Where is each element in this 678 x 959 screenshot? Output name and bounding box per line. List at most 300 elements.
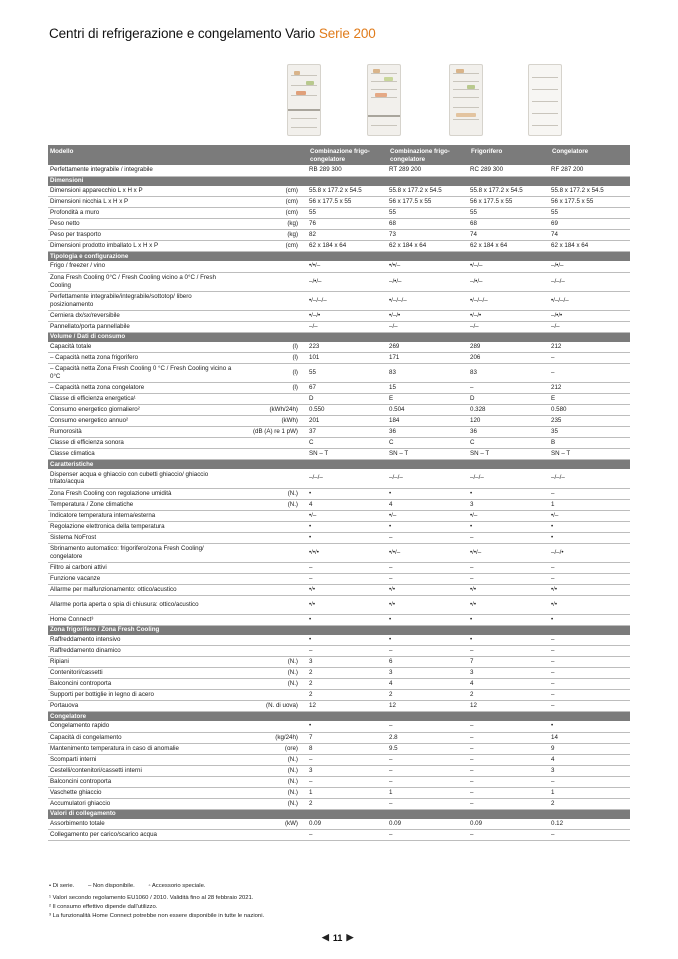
row-label: Indicatore temperatura interna/esterna bbox=[48, 510, 236, 521]
row-unit bbox=[236, 438, 308, 449]
row-unit bbox=[236, 584, 308, 595]
row-label: Portauova bbox=[48, 701, 236, 712]
row-label: Funzione vacanze bbox=[48, 573, 236, 584]
table-cell: 4 bbox=[308, 499, 388, 510]
table-cell: 55 bbox=[388, 208, 469, 219]
table-cell: • bbox=[388, 635, 469, 646]
row-unit: (kg/24h) bbox=[236, 732, 308, 743]
table-cell: •/• bbox=[388, 584, 469, 595]
table-cell: • bbox=[388, 488, 469, 499]
column-header: Modello bbox=[48, 145, 308, 165]
table-row bbox=[48, 241, 630, 252]
table-row bbox=[48, 690, 630, 701]
legend-not-available: – Non disponibile. bbox=[87, 883, 135, 889]
table-cell: – bbox=[550, 488, 630, 499]
row-unit bbox=[236, 573, 308, 584]
table-cell: 4 bbox=[388, 499, 469, 510]
product-image-freezer bbox=[528, 64, 562, 136]
table-cell: 68 bbox=[469, 219, 550, 230]
column-header: Congelatore bbox=[550, 145, 630, 165]
row-unit: (cm) bbox=[236, 241, 308, 252]
table-row bbox=[48, 394, 630, 405]
footnote-1: ¹ Valori secondo regolamento EU1060 / 2010. Validità fino al 28 febbraio 2021. bbox=[49, 894, 254, 901]
table-cell: 55 bbox=[469, 208, 550, 219]
section-header bbox=[48, 460, 630, 470]
table-cell: – bbox=[308, 776, 388, 787]
legend bbox=[49, 882, 264, 891]
row-label: Congelamento rapido bbox=[48, 721, 236, 732]
row-label: Supporti per bottiglie in legno di acero bbox=[48, 690, 236, 701]
row-label: Balconcini controporta bbox=[48, 679, 236, 690]
table-cell: • bbox=[550, 614, 630, 625]
footnote-2: ² Il consumo effettivo dipende dall'utilizzo. bbox=[49, 903, 158, 910]
table-cell: •/– bbox=[308, 510, 388, 521]
table-row bbox=[48, 657, 630, 668]
row-unit: (N.) bbox=[236, 488, 308, 499]
table-cell: •/–/• bbox=[388, 310, 469, 321]
table-row bbox=[48, 532, 630, 543]
row-label: Dimensioni apparecchio L x H x P bbox=[48, 186, 236, 197]
table-cell: •/•/– bbox=[469, 543, 550, 562]
row-unit: (N. di uova) bbox=[236, 701, 308, 712]
table-cell: 35 bbox=[550, 427, 630, 438]
table-row bbox=[48, 321, 630, 332]
row-unit bbox=[236, 165, 308, 176]
table-cell: • bbox=[308, 532, 388, 543]
table-cell: 2 bbox=[388, 690, 469, 701]
table-cell: D bbox=[308, 394, 388, 405]
row-label: Contenitori/cassetti bbox=[48, 668, 236, 679]
row-unit: (l) bbox=[236, 342, 308, 353]
table-cell: 69 bbox=[550, 219, 630, 230]
table-row bbox=[48, 272, 630, 291]
table-cell: •/–/–/– bbox=[388, 291, 469, 310]
table-row bbox=[48, 701, 630, 712]
row-label: Rumorosità bbox=[48, 427, 236, 438]
table-cell: –/– bbox=[469, 321, 550, 332]
table-row bbox=[48, 310, 630, 321]
previous-page-icon[interactable]: ◀ bbox=[322, 932, 329, 942]
table-cell: 0.580 bbox=[550, 405, 630, 416]
table-cell: 55.8 x 177.2 x 54.5 bbox=[308, 186, 388, 197]
table-cell: 2.8 bbox=[388, 732, 469, 743]
row-label: Raffreddamento dinamico bbox=[48, 646, 236, 657]
table-row bbox=[48, 819, 630, 830]
row-unit bbox=[236, 261, 308, 272]
row-label: Zona Fresh Cooling 0°C / Fresh Cooling vicino a 0°C / Fresh Cooling bbox=[48, 272, 236, 291]
table-cell: 55 bbox=[550, 208, 630, 219]
row-unit bbox=[236, 449, 308, 460]
table-cell: • bbox=[550, 521, 630, 532]
table-cell: 289 bbox=[469, 342, 550, 353]
table-row bbox=[48, 595, 630, 614]
table-cell: 223 bbox=[308, 342, 388, 353]
product-image-fridge bbox=[449, 64, 483, 136]
table-row bbox=[48, 721, 630, 732]
table-cell: • bbox=[550, 532, 630, 543]
table-cell: –/•/– bbox=[469, 272, 550, 291]
section-title: Congelatore bbox=[48, 712, 630, 722]
table-row bbox=[48, 798, 630, 809]
table-cell: – bbox=[469, 562, 550, 573]
section-header bbox=[48, 625, 630, 635]
table-cell: RC 289 300 bbox=[469, 165, 550, 176]
row-unit bbox=[236, 321, 308, 332]
row-unit bbox=[236, 469, 308, 488]
table-row bbox=[48, 438, 630, 449]
row-label: Collegamento per carico/scarico acqua bbox=[48, 830, 236, 841]
section-title: Volume / Dati di consumo bbox=[48, 332, 630, 342]
row-label: Frigo / freezer / vino bbox=[48, 261, 236, 272]
table-cell: • bbox=[388, 614, 469, 625]
table-cell: 68 bbox=[388, 219, 469, 230]
section-header bbox=[48, 332, 630, 342]
table-cell: – bbox=[469, 798, 550, 809]
series-title: Serie 200 bbox=[318, 26, 376, 41]
table-cell: 37 bbox=[308, 427, 388, 438]
table-cell: 12 bbox=[388, 701, 469, 712]
table-cell: 1 bbox=[550, 499, 630, 510]
row-label: Cerniera dx/sx/reversibile bbox=[48, 310, 236, 321]
table-cell: • bbox=[308, 488, 388, 499]
table-cell: –/•/• bbox=[550, 310, 630, 321]
legend-accessory: ◦ Accessorio speciale. bbox=[148, 883, 206, 889]
row-unit: (N.) bbox=[236, 798, 308, 809]
table-cell: – bbox=[550, 635, 630, 646]
row-label: Assorbimento totale bbox=[48, 819, 236, 830]
footnotes bbox=[49, 882, 264, 920]
table-row bbox=[48, 679, 630, 690]
table-row bbox=[48, 469, 630, 488]
table-row bbox=[48, 261, 630, 272]
table-cell: – bbox=[388, 573, 469, 584]
table-cell: 3 bbox=[308, 765, 388, 776]
row-label: Dimensioni prodotto imballato L x H x P bbox=[48, 241, 236, 252]
table-cell: 0.09 bbox=[469, 819, 550, 830]
table-row bbox=[48, 219, 630, 230]
table-cell: •/•/• bbox=[308, 543, 388, 562]
table-cell: 2 bbox=[308, 668, 388, 679]
table-cell: • bbox=[388, 521, 469, 532]
table-cell: –/•/– bbox=[308, 272, 388, 291]
table-cell: –/–/– bbox=[550, 469, 630, 488]
table-cell: – bbox=[308, 562, 388, 573]
table-cell: –/•/– bbox=[388, 272, 469, 291]
table-cell: 2 bbox=[469, 690, 550, 701]
spec-table bbox=[48, 145, 630, 841]
row-label: Zona Fresh Cooling con regolazione umidità bbox=[48, 488, 236, 499]
table-cell: – bbox=[388, 532, 469, 543]
table-row bbox=[48, 743, 630, 754]
table-cell: 3 bbox=[469, 668, 550, 679]
table-row bbox=[48, 488, 630, 499]
table-cell: 269 bbox=[388, 342, 469, 353]
table-cell: 206 bbox=[469, 353, 550, 364]
table-cell: 67 bbox=[308, 383, 388, 394]
row-unit: (N.) bbox=[236, 668, 308, 679]
row-unit bbox=[236, 272, 308, 291]
table-cell: 55.8 x 177.2 x 54.5 bbox=[550, 186, 630, 197]
table-row bbox=[48, 562, 630, 573]
section-title: Valori di collegamento bbox=[48, 809, 630, 819]
row-label: Capacità totale bbox=[48, 342, 236, 353]
table-cell: –/•/– bbox=[550, 261, 630, 272]
table-cell: •/• bbox=[308, 584, 388, 595]
table-cell: – bbox=[550, 657, 630, 668]
table-cell: 15 bbox=[388, 383, 469, 394]
table-cell: 4 bbox=[469, 679, 550, 690]
table-cell: – bbox=[469, 743, 550, 754]
table-cell: •/• bbox=[469, 595, 550, 614]
table-cell: – bbox=[388, 830, 469, 841]
column-header: Combinazione frigo-congelatore bbox=[308, 145, 388, 165]
table-cell: 9 bbox=[550, 743, 630, 754]
table-cell: – bbox=[550, 668, 630, 679]
table-cell: C bbox=[388, 438, 469, 449]
page-number: 11 bbox=[332, 932, 343, 943]
pagination bbox=[322, 932, 353, 943]
table-cell: – bbox=[550, 573, 630, 584]
table-cell: SN – T bbox=[550, 449, 630, 460]
table-cell: • bbox=[550, 721, 630, 732]
row-unit bbox=[236, 310, 308, 321]
table-cell: SN – T bbox=[308, 449, 388, 460]
row-label: Sistema NoFrost bbox=[48, 532, 236, 543]
section-title: Caratteristiche bbox=[48, 460, 630, 470]
row-label: Sbrinamento automatico: frigorifero/zona Fresh Cooling/ congelatore bbox=[48, 543, 236, 562]
table-cell: – bbox=[469, 573, 550, 584]
table-cell: – bbox=[550, 690, 630, 701]
table-cell: 1 bbox=[308, 787, 388, 798]
row-unit bbox=[236, 721, 308, 732]
row-unit bbox=[236, 646, 308, 657]
section-header bbox=[48, 712, 630, 722]
section-header bbox=[48, 176, 630, 186]
table-cell: 36 bbox=[469, 427, 550, 438]
row-label: Classe di efficienza energetica¹ bbox=[48, 394, 236, 405]
table-cell: 120 bbox=[469, 416, 550, 427]
table-cell: –/– bbox=[308, 321, 388, 332]
table-cell: E bbox=[550, 394, 630, 405]
table-cell: 36 bbox=[388, 427, 469, 438]
table-row bbox=[48, 186, 630, 197]
table-cell: •/–/–/– bbox=[308, 291, 388, 310]
table-cell: 56 x 177.5 x 55 bbox=[469, 197, 550, 208]
table-cell: 3 bbox=[388, 668, 469, 679]
page-title: Centri di refrigerazione e congelamento Vario Serie 200 bbox=[49, 26, 376, 41]
legend-standard: • Di serie. bbox=[49, 883, 75, 889]
table-cell: 7 bbox=[308, 732, 388, 743]
product-image-fridge-freezer-1 bbox=[287, 64, 321, 136]
row-label: Perfettamente integrabile / integrabile bbox=[48, 165, 236, 176]
table-cell: – bbox=[550, 646, 630, 657]
table-cell: 3 bbox=[550, 765, 630, 776]
table-cell: 4 bbox=[388, 679, 469, 690]
table-cell: • bbox=[469, 614, 550, 625]
table-cell: 9.5 bbox=[388, 743, 469, 754]
table-cell: – bbox=[388, 562, 469, 573]
table-cell: 0.504 bbox=[388, 405, 469, 416]
row-label: Dispenser acqua e ghiaccio con cubetti ghiaccio/ ghiaccio tritato/acqua bbox=[48, 469, 236, 488]
row-unit bbox=[236, 291, 308, 310]
next-page-icon[interactable]: ▶ bbox=[346, 932, 354, 942]
table-cell: – bbox=[388, 765, 469, 776]
row-label: Pannellato/porta pannellabile bbox=[48, 321, 236, 332]
row-label: Ripiani bbox=[48, 657, 236, 668]
section-header bbox=[48, 809, 630, 819]
table-cell: • bbox=[469, 635, 550, 646]
table-row bbox=[48, 197, 630, 208]
row-unit: (N.) bbox=[236, 754, 308, 765]
table-cell: 74 bbox=[469, 230, 550, 241]
row-label: Classe climatica bbox=[48, 449, 236, 460]
row-label: Peso per trasporto bbox=[48, 230, 236, 241]
table-cell: – bbox=[388, 776, 469, 787]
table-cell: • bbox=[308, 614, 388, 625]
table-row bbox=[48, 364, 630, 383]
table-cell: –/–/– bbox=[469, 469, 550, 488]
table-cell: •/• bbox=[550, 584, 630, 595]
table-cell: – bbox=[469, 754, 550, 765]
table-cell: 12 bbox=[469, 701, 550, 712]
table-cell: RT 289 200 bbox=[388, 165, 469, 176]
table-cell: •/– bbox=[388, 510, 469, 521]
table-cell: 0.12 bbox=[550, 819, 630, 830]
table-row bbox=[48, 584, 630, 595]
row-unit: (kWh) bbox=[236, 416, 308, 427]
table-cell: 6 bbox=[388, 657, 469, 668]
row-label: Home Connect³ bbox=[48, 614, 236, 625]
table-row bbox=[48, 543, 630, 562]
table-cell: 83 bbox=[469, 364, 550, 383]
table-cell: •/–/• bbox=[308, 310, 388, 321]
table-cell: – bbox=[550, 830, 630, 841]
footnote-3: ³ La funzionalità Home Connect potrebbe non essere disponibile in tutte le nazioni. bbox=[49, 912, 265, 919]
table-cell: •/– bbox=[550, 510, 630, 521]
column-header: Combinazione frigo-congelatore bbox=[388, 145, 469, 165]
row-label: – Capacità netta zona congelatore bbox=[48, 383, 236, 394]
table-cell: 201 bbox=[308, 416, 388, 427]
row-unit: (kWh/24h) bbox=[236, 405, 308, 416]
table-cell: E bbox=[388, 394, 469, 405]
row-unit: (N.) bbox=[236, 776, 308, 787]
table-cell: •/–/–/– bbox=[469, 291, 550, 310]
table-cell: 73 bbox=[388, 230, 469, 241]
table-cell: –/–/• bbox=[550, 543, 630, 562]
row-label: Regolazione elettronica della temperatura bbox=[48, 521, 236, 532]
table-cell: •/•/– bbox=[388, 261, 469, 272]
row-label: Cestelli/contenitori/cassetti interni bbox=[48, 765, 236, 776]
row-unit: (ore) bbox=[236, 743, 308, 754]
row-unit bbox=[236, 690, 308, 701]
table-cell: –/–/– bbox=[388, 469, 469, 488]
table-cell: –/–/– bbox=[308, 469, 388, 488]
row-label: Consumo energetico annuo² bbox=[48, 416, 236, 427]
table-cell: SN – T bbox=[469, 449, 550, 460]
table-cell: – bbox=[469, 721, 550, 732]
table-cell: – bbox=[469, 732, 550, 743]
table-cell: • bbox=[469, 521, 550, 532]
row-unit: (N.) bbox=[236, 765, 308, 776]
row-label: Profondità a muro bbox=[48, 208, 236, 219]
table-cell: •/– bbox=[469, 510, 550, 521]
table-row bbox=[48, 416, 630, 427]
table-cell: –/–/– bbox=[550, 272, 630, 291]
table-row bbox=[48, 427, 630, 438]
row-label: Peso netto bbox=[48, 219, 236, 230]
table-cell: – bbox=[308, 754, 388, 765]
table-row bbox=[48, 787, 630, 798]
table-cell: 235 bbox=[550, 416, 630, 427]
row-unit bbox=[236, 562, 308, 573]
row-unit bbox=[236, 595, 308, 614]
table-cell: 1 bbox=[388, 787, 469, 798]
section-title: Tipologia e configurazione bbox=[48, 252, 630, 262]
table-cell: 2 bbox=[550, 798, 630, 809]
table-cell: •/• bbox=[469, 584, 550, 595]
table-cell: – bbox=[388, 721, 469, 732]
table-cell: – bbox=[469, 383, 550, 394]
row-label: Capacità di congelamento bbox=[48, 732, 236, 743]
table-cell: 101 bbox=[308, 353, 388, 364]
table-cell: – bbox=[469, 776, 550, 787]
row-label: – Capacità netta zona frigorifero bbox=[48, 353, 236, 364]
table-cell: SN – T bbox=[388, 449, 469, 460]
table-cell: •/–/• bbox=[469, 310, 550, 321]
row-label: Perfettamente integrabile/integrabile/sottotop/ libero posizionamento bbox=[48, 291, 236, 310]
table-cell: 171 bbox=[388, 353, 469, 364]
table-row bbox=[48, 208, 630, 219]
table-row bbox=[48, 830, 630, 841]
table-header-row bbox=[48, 145, 630, 165]
table-cell: 0.09 bbox=[388, 819, 469, 830]
table-row bbox=[48, 230, 630, 241]
table-row bbox=[48, 405, 630, 416]
table-cell: • bbox=[308, 721, 388, 732]
section-title: Dimensioni bbox=[48, 176, 630, 186]
row-unit: (N.) bbox=[236, 499, 308, 510]
table-cell: 212 bbox=[550, 342, 630, 353]
table-cell: – bbox=[388, 798, 469, 809]
table-row bbox=[48, 754, 630, 765]
table-cell: – bbox=[469, 787, 550, 798]
row-label: – Capacità netta Zona Fresh Cooling 0 °C / Fresh Cooling vicino a 0°C bbox=[48, 364, 236, 383]
table-cell: D bbox=[469, 394, 550, 405]
row-unit bbox=[236, 521, 308, 532]
table-cell: 83 bbox=[388, 364, 469, 383]
table-cell: 62 x 184 x 64 bbox=[469, 241, 550, 252]
table-cell: – bbox=[308, 646, 388, 657]
table-cell: 74 bbox=[550, 230, 630, 241]
table-cell: • bbox=[469, 488, 550, 499]
table-cell: – bbox=[388, 754, 469, 765]
row-unit bbox=[236, 830, 308, 841]
row-unit: (kg) bbox=[236, 230, 308, 241]
table-cell: – bbox=[550, 679, 630, 690]
table-cell: •/• bbox=[388, 595, 469, 614]
table-cell: •/•/– bbox=[388, 543, 469, 562]
table-row bbox=[48, 342, 630, 353]
row-label: Allarme porta aperta o spia di chiusura: ottico/acustico bbox=[48, 595, 236, 614]
table-cell: 212 bbox=[550, 383, 630, 394]
table-cell: •/–/–/– bbox=[550, 291, 630, 310]
table-row bbox=[48, 614, 630, 625]
table-row bbox=[48, 668, 630, 679]
table-cell: –/– bbox=[388, 321, 469, 332]
row-unit: (dB (A) re 1 pW) bbox=[236, 427, 308, 438]
table-cell: 4 bbox=[550, 754, 630, 765]
table-cell: C bbox=[469, 438, 550, 449]
